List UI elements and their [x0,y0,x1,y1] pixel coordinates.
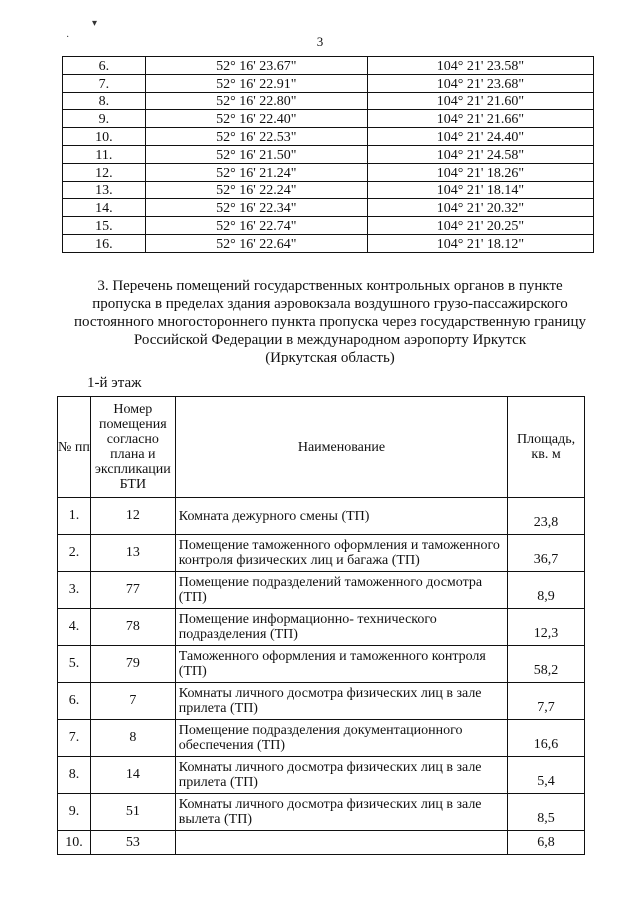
room-name: Комнаты личного досмотра физических лиц в зале прилета (ТП) [175,683,507,720]
table-row [58,720,585,757]
header-room-number: Номер помещения согласно плана и экспликации БТИ [90,397,175,498]
point-number: 14. [63,199,146,217]
room-number: 79 [90,646,175,683]
table-row [58,609,585,646]
point-number: 13. [63,181,146,199]
header-name: Наименование [175,397,507,498]
page-number: 3 [316,34,324,49]
longitude-cell: 104° 21' 20.32" [367,199,593,217]
table-row [63,217,594,235]
room-number: 12 [90,498,175,535]
room-name: Помещение подразделения документационного обеспечения (ТП) [175,720,507,757]
longitude-cell: 104° 21' 18.12" [367,234,593,252]
row-number: 8. [58,757,91,794]
table-row [58,572,585,609]
longitude-cell: 104° 21' 21.60" [367,92,593,110]
row-number: 9. [58,794,91,831]
section-title [60,277,600,367]
latitude-cell: 52° 16' 22.24" [145,181,367,199]
table-row [58,683,585,720]
room-area: 6,8 [508,831,585,855]
latitude-cell: 52° 16' 22.91" [145,74,367,92]
room-area: 23,8 [508,498,585,535]
longitude-cell: 104° 21' 24.40" [367,128,593,146]
latitude-cell: 52° 16' 21.24" [145,163,367,181]
room-name: Комната дежурного смены (ТП) [175,498,507,535]
room-area: 5,4 [508,757,585,794]
section-title-line: пропуска в пределах здания аэровокзала воздушного грузо-пассажирского [92,296,568,312]
row-number: 2. [58,535,91,572]
table-row [58,757,585,794]
table-row [58,646,585,683]
point-number: 7. [63,74,146,92]
row-number: 10. [58,831,91,855]
row-number: 7. [58,720,91,757]
header-number: № пп [58,397,91,498]
room-name: Помещение информационно- технического подразделения (ТП) [175,609,507,646]
row-number: 1. [58,498,91,535]
table-row [63,92,594,110]
point-number: 15. [63,217,146,235]
longitude-cell: 104° 21' 23.68" [367,74,593,92]
room-area: 12,3 [508,609,585,646]
section-title-line: 3. Перечень помещений государственных контрольных органов в пункте [97,278,563,294]
longitude-cell: 104° 21' 21.66" [367,110,593,128]
room-area: 58,2 [508,646,585,683]
latitude-cell: 52° 16' 22.40" [145,110,367,128]
table-row [58,794,585,831]
room-name: Помещение подразделений таможенного досмотра (ТП) [175,572,507,609]
room-name [175,831,507,855]
latitude-cell: 52° 16' 22.80" [145,92,367,110]
longitude-cell: 104° 21' 20.25" [367,217,593,235]
point-number: 16. [63,234,146,252]
room-number: 7 [90,683,175,720]
point-number: 11. [63,145,146,163]
row-number: 5. [58,646,91,683]
latitude-cell: 52° 16' 21.50" [145,145,367,163]
room-area: 8,9 [508,572,585,609]
row-number: 6. [58,683,91,720]
point-number: 6. [63,57,146,75]
latitude-cell: 52° 16' 22.74" [145,217,367,235]
room-area: 16,6 [508,720,585,757]
room-area: 36,7 [508,535,585,572]
room-number: 53 [90,831,175,855]
table-row [58,498,585,535]
longitude-cell: 104° 21' 18.14" [367,181,593,199]
room-number: 8 [90,720,175,757]
table-row [58,535,585,572]
table-row [63,163,594,181]
longitude-cell: 104° 21' 23.58" [367,57,593,75]
room-area: 8,5 [508,794,585,831]
room-number: 78 [90,609,175,646]
latitude-cell: 52° 16' 22.53" [145,128,367,146]
room-name: Комнаты личного досмотра физических лиц в зале вылета (ТП) [175,794,507,831]
room-name: Помещение таможенного оформления и таможенного контроля физических лиц и багажа (ТП) [175,535,507,572]
section-title-line: (Иркутская область) [265,350,395,366]
section-title-line: постоянного многостороннего пункта пропуска через государственную границу [74,314,586,330]
table-row [63,74,594,92]
point-number: 8. [63,92,146,110]
room-number: 14 [90,757,175,794]
table-row [63,110,594,128]
table-row [58,831,585,855]
latitude-cell: 52° 16' 23.67" [145,57,367,75]
row-number: 3. [58,572,91,609]
scan-mark: ▾ [92,18,98,29]
latitude-cell: 52° 16' 22.34" [145,199,367,217]
scan-mark: · [66,32,70,43]
coordinates-table [62,56,594,253]
point-number: 12. [63,163,146,181]
rooms-table [57,396,585,855]
table-row [63,145,594,163]
longitude-cell: 104° 21' 24.58" [367,145,593,163]
latitude-cell: 52° 16' 22.64" [145,234,367,252]
room-number: 77 [90,572,175,609]
table-row [63,181,594,199]
row-number: 4. [58,609,91,646]
room-number: 13 [90,535,175,572]
room-area: 7,7 [508,683,585,720]
room-name: Таможенного оформления и таможенного контроля (ТП) [175,646,507,683]
room-name: Комнаты личного досмотра физических лиц в зале прилета (ТП) [175,757,507,794]
table-row [63,128,594,146]
table-row [63,234,594,252]
floor-label: 1-й этаж [87,375,142,391]
room-number: 51 [90,794,175,831]
table-header-row [58,397,585,498]
longitude-cell: 104° 21' 18.26" [367,163,593,181]
point-number: 10. [63,128,146,146]
section-title-line: Российской Федерации в международном аэропорту Иркутск [133,332,527,348]
table-row [63,57,594,75]
header-area: Площадь, кв. м [508,397,585,498]
point-number: 9. [63,110,146,128]
table-row [63,199,594,217]
